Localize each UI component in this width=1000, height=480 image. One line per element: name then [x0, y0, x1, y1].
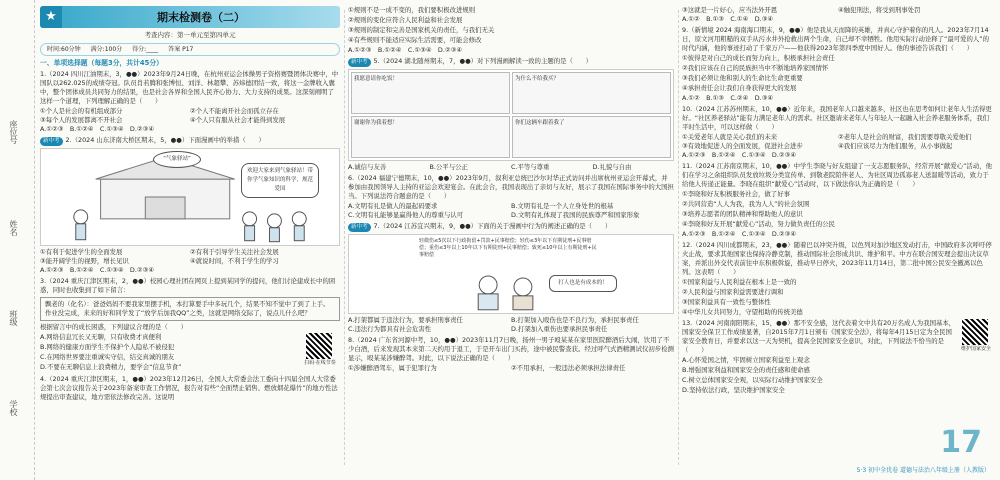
- option[interactable]: B.网络的健康方面学生不保护个人隐私不被侵犯: [40, 343, 175, 351]
- option[interactable]: D.礼貌与自由: [592, 163, 632, 171]
- question-stem: 11.（2024 江苏南京期末，10，●●）中学生李晓与好友组建了一支志愿服务队，经常开展“献爱心”活动，他们在学习之余组织队员发放垃圾分类宣传单、到敬老院陪伴老人、为社区周边孤寡老人送温暖等活动，致力于给他人传递正能量。李晓在组织“献爱心”活动时，以下做法你认为正确的是（ ）: [682, 162, 992, 188]
- option[interactable]: ①有利于促进学生的全面发展: [40, 248, 123, 256]
- weather-station-illustration: [40, 148, 340, 246]
- question-9: [682, 26, 994, 103]
- question-11: [682, 162, 994, 239]
- option[interactable]: ③能开阔学生的视野，增长见识: [40, 257, 129, 265]
- option[interactable]: C.平等与尊重: [511, 163, 550, 171]
- q13-body: [682, 319, 994, 356]
- question-4: [40, 375, 340, 402]
- option-list: [40, 107, 340, 125]
- option[interactable]: C.在网络世界要注重诚实守信，结交真诚的朋友: [40, 353, 175, 361]
- option[interactable]: ②规则的变化应符合人民利益和社会发展: [348, 16, 463, 24]
- speech-bubble: 欢迎大家来到气象驿站！带你学气象知识的科学，规范爱国: [241, 163, 319, 198]
- new-exam-tag: 新中考: [348, 58, 371, 67]
- question-stem: 9.（新情境 2024 海南海口期末，9，●●）他是我从天而降的英雄，并真心守护着你的凡人。2023年7月14日，原文河用粗糙的双手从污水井外抢救出两个生命，自己却不幸牺牲。他用实际行动诠释了“最可爱的人”的时代内涵，他的事迹打动了千家万户——他获得2023年第四季度中国好人。他的事迹告诉我们（ ）: [682, 26, 989, 52]
- qr-block: [958, 319, 994, 356]
- speech-bubble: 打人也是有成本的！: [549, 275, 617, 292]
- question-stem: 13.（2024 河南南阳期末，15，●●）那不安全感，这代表着文中共有20万名成人为我国基本，国家安全保卫工作成绩显著，自2015年7月1日颁布《国家安全法》，将每年4月15日定为全民国家安全教育日，并要求以这一天为契机，提高全民国家安全意识，对此，下列说法不恰当的是（ ）: [682, 319, 956, 354]
- option[interactable]: ③有效地促进人的全面发展，促进社会进步: [682, 142, 803, 150]
- answer-choices[interactable]: A.①②③ B.①②④ C.①③④ D.②③④: [682, 151, 797, 159]
- option[interactable]: ②个人不能离开社会而孤立存在: [190, 107, 279, 115]
- option[interactable]: ③每个人的发展都离不开社会: [40, 116, 123, 124]
- option[interactable]: D.坚持依法行政，坚决维护国家安全: [682, 386, 785, 394]
- option[interactable]: ②老年人是社会的财富，我们需要尊敬关爱他们: [838, 133, 972, 141]
- option[interactable]: B.打架加入殴伤也是不良行为，承担民事责任: [511, 316, 639, 324]
- question-stem: 5.（2024 湖北随州期末，7，●●）对下列漫画解读一致的主题的是（ ）: [373, 57, 593, 65]
- question-1: [40, 70, 340, 134]
- column-1: [40, 6, 340, 404]
- star-icon: ★: [40, 6, 62, 28]
- binding-label: 姓名: [9, 220, 18, 236]
- question-8-continued: [682, 6, 994, 24]
- footer-series: 5·3 初中全优卷 道德与法治八年级上册（人教版）: [856, 467, 990, 474]
- answer-choices[interactable]: A.①② B.①③ C.②④ D.③④: [682, 94, 774, 102]
- option[interactable]: ③国家利益具有一致性与整体性: [682, 298, 771, 306]
- comic-panel: 谢谢你为我着想！: [351, 116, 510, 158]
- comic-panel: 为什么不给我买？: [512, 72, 671, 114]
- answer-choices[interactable]: A.①②③ B.①②④ C.①③④ D.②③④: [682, 230, 797, 238]
- option[interactable]: A.打架都属于违法行为，要承担刑事责任: [348, 316, 463, 324]
- option[interactable]: ④有些规则不能适应实际生活需要，可能会修改: [348, 36, 482, 44]
- answer-choices[interactable]: A.①②③ B.①②④ C.①③④ D.②③④: [40, 125, 155, 133]
- option[interactable]: ④触犯刑法，将受到刑事处罚: [838, 6, 921, 14]
- option-list: [348, 364, 674, 373]
- option[interactable]: ①个人是社会的有机组成部分: [40, 107, 123, 115]
- q3-body: [40, 333, 340, 373]
- question-8: [348, 336, 674, 373]
- page-title: 期末检测卷（二）: [157, 10, 245, 24]
- option[interactable]: ③我们必须让他和别人的生命比生命更重要: [682, 74, 803, 82]
- option[interactable]: ①李晓和好友积极服务社会，做了好事: [682, 190, 790, 198]
- question-stem: 7.（2024 江苏宜兴期末，9，●●）下面的关于漫画中行为的阐述正确的是（ ）: [373, 222, 612, 230]
- option-list: [348, 316, 674, 334]
- option-list: [348, 202, 674, 220]
- question-4-options: [348, 6, 674, 55]
- question-stem: 1.（2024 四川江油期末，3，●●）2023年9月24日晚，在杭州亚运会体操男子资格赛暨团体决赛中，中国队以262.025的成绩夺冠。队员肖若腾和张博恒、刘洋、林超攀、苏炜德团结一致，将这一金牌收入囊中，整个团体成员共同努力的结果，也是社会各界和全国人民齐心协力、大力支持的成果。这深刻阐明了这样一个道理，下列理解正确的是（ ）: [40, 70, 339, 105]
- binding-label: 学校: [9, 400, 18, 416]
- page-number: 17: [940, 425, 982, 460]
- binding-label: 班级: [9, 310, 18, 326]
- answer-choices[interactable]: A.①②③ B.①②④ C.①③④ D.②③④: [40, 266, 155, 274]
- binding-margin: [0, 0, 35, 480]
- option[interactable]: ②我们应该在自己的民族担当中不断地培养家国情怀: [682, 64, 829, 72]
- option[interactable]: B.增强国家利益和国家安全的责任感和使命感: [682, 366, 810, 374]
- option[interactable]: ④就说时间，不利于学生的学习: [190, 257, 279, 265]
- binding-label: 座位号: [9, 120, 18, 144]
- question-stem: 8.（2024 广东省河源中考，10，●●）2023年11月7日晚，扬州一男子殴某某在家里医院醉酒后大闹，饮用了不少白酒，后来发现其本来第二天约用于退工，于是开车出门买药，途中被民警查获。经过呼气式酒精测试仪初步检测显示，殴某某涉嫌醉驾。对此，以下说法正确的是（ ）: [348, 336, 674, 362]
- option[interactable]: A.心怀爱国之情，牢固树立国家利益至上观念: [682, 356, 810, 364]
- comic-panel: 我愿意请你吃饭！: [351, 72, 510, 114]
- option[interactable]: ①关爱老年人就是关心我们的未来: [682, 133, 778, 141]
- option[interactable]: C.违法行为都具有社会危害性: [348, 325, 432, 333]
- message-box: 飘老的（化名）：爸爸妈妈不要我家里摆手机，本打算要手中多玩几个，结果不知不觉中了到了上手。作业没完成，来来的好和同学发了“放学后加我QQ”之类，这就是网络交际了，说点儿什么吧？: [40, 297, 340, 321]
- question-2: [40, 136, 340, 275]
- option-list: [682, 133, 994, 151]
- option[interactable]: ①国家利益与人民利益在根本上是一致的: [682, 278, 797, 286]
- answer-choices[interactable]: A.①②③ B.①②④ C.①③④ D.②③④: [348, 46, 463, 54]
- question-5: [348, 57, 674, 172]
- option[interactable]: ①规则不是一成不变的，我们要积极改进规则: [348, 6, 476, 14]
- section-title: 一、单项选择题（每题3分，共计45分）: [40, 59, 163, 67]
- question-stem: 3.（2024 重庆江津区期末，2，●●）校园心理社团在网页上提到某同学的提问，他们讨论建成长中的困惑，同时也收集到了如下留言：: [40, 277, 336, 294]
- option[interactable]: ②不用承担，一般违法必须承担法律责任: [511, 364, 626, 372]
- question-7: [348, 222, 674, 334]
- option-list: [348, 163, 674, 172]
- option[interactable]: ④个人只有服从社会才能得到发展: [190, 116, 286, 124]
- new-exam-tag: 新中考: [40, 137, 63, 146]
- question-3: [40, 277, 340, 373]
- column-3: [682, 6, 994, 397]
- option[interactable]: ③这就是一片好心，应当法外开恩: [682, 6, 778, 14]
- exam-meta: [40, 43, 340, 56]
- option[interactable]: ②人民利益与国家利益需要进行调和: [682, 288, 784, 296]
- option[interactable]: D.文明有礼体现了我国的民族尊严和国家形象: [511, 211, 640, 219]
- qr-code-icon[interactable]: [306, 333, 332, 359]
- option[interactable]: ④我们应该尽力为他们服务，从小事做起: [838, 142, 953, 150]
- option-list: [40, 248, 340, 266]
- option-list: [40, 333, 300, 373]
- comic-caption: 轻微伤≤5次以下行政拘留+罚款+民事赔偿；轻伤≤3年以下有期徒刑+民事赔偿；重伤≤3年以上10年以下有期徒刑+民事赔偿；致死≤10年以上有期徒刑+民事赔偿: [419, 238, 597, 258]
- fight-comic-illustration: [348, 234, 674, 314]
- option[interactable]: ②共同营造“人人为我，我为人人”的社会氛围: [682, 200, 810, 208]
- option[interactable]: ④承担责任会让我们自身获得更大的发展: [682, 84, 797, 92]
- option[interactable]: A.网络信息冗长又无聊，只有收费才真便利: [40, 333, 162, 341]
- exam-scope: 考查内容：第一单元至第四单元: [144, 31, 236, 39]
- option[interactable]: D.不要在无聊信息上浪费精力，要学会“信息节食”: [40, 363, 182, 371]
- option[interactable]: ④李晓和好友开展“献爱心”活动，努力做负责任的公民: [682, 220, 835, 228]
- option[interactable]: B.文明有礼是一个人立身处世的根基: [511, 202, 614, 210]
- option-list: [682, 6, 994, 15]
- answer-choices[interactable]: A.①② B.①③ C.①④ D.③④: [682, 15, 774, 23]
- qr-caption: 扫码·在线节奏: [304, 360, 336, 366]
- qr-block: [300, 333, 340, 373]
- option[interactable]: ①彼得是对自己的成长而努力向上，积极承担社会责任: [682, 54, 835, 62]
- comic-panels: [348, 69, 674, 161]
- option[interactable]: ④中华儿女共同努力，守望相助的传统美德: [682, 308, 803, 316]
- option[interactable]: B.公平与公正: [429, 163, 468, 171]
- option[interactable]: C.树立总体国家安全观，以实际行动维护国家安全: [682, 376, 823, 384]
- option[interactable]: ③规则的制定和完善是国家机关的责任，与我们无关: [348, 26, 495, 34]
- question-stem: 6.（2024 福建宁德期末，10，●●）2023年9月，叙利亚总统巴沙尔对华正式访问并出席杭州亚运会开幕式，并参加由我国领导人主持的亚运会欢迎宴会。在此会合，我国表现出了亲切与友好，展示了我国在国际事务中的大国担当。下列说法符合题意的是（ ）: [348, 174, 674, 200]
- question-stem: 10.（2024 江苏苏州期末，10，●●）近年来，我国老年人口越来越多，社区也在思考如何让老年人生活得更好。“社区养老驿站”能有力满足老年人的需求。社区邀请来老年人与年轻人一起融入社会养老服务体系，我们平时生活中，可以这样做（ ）: [682, 105, 992, 131]
- qr-code-icon[interactable]: [962, 319, 988, 345]
- question-stem: 4.（2024 重庆江津区期末，1，●●）2023年12月26日，全国人大常委会法工委向十四届全国人大常委会第七次会议报告关于2023年备案审查工作情况，报告对有些“全面禁止销售、燃放烟花爆竹”的地方性法规提出审查建议，地方需依法修改完善。这说明: [40, 375, 338, 401]
- option[interactable]: ①涉嫌醉酒驾车，属于犯罪行为: [348, 364, 437, 372]
- option[interactable]: D.打架加入重伤也要承担民事责任: [511, 325, 608, 333]
- get-label: 得分:____: [132, 46, 159, 53]
- option[interactable]: ②有利于引导学生关注社会发展: [190, 248, 279, 256]
- question-13: [682, 319, 994, 395]
- column-2: [348, 6, 674, 375]
- score-label: 满分:100分: [90, 46, 123, 53]
- option[interactable]: ③培养志愿者的团队精神和帮助他人的意识: [682, 210, 803, 218]
- option[interactable]: A.诚信与友善: [348, 163, 387, 171]
- column-divider: [344, 10, 345, 465]
- answer-label: 答案 P17: [168, 46, 194, 53]
- title-bar: [40, 6, 340, 28]
- question-10: [682, 105, 994, 160]
- qr-caption: 维护国家安全: [960, 346, 991, 352]
- option[interactable]: C.文明有礼能够显赢得他人的尊重与认可: [348, 211, 464, 219]
- speech-bubble: “气象驿站”: [153, 151, 201, 168]
- question-prompt: 根据留言中的成长困惑，下列建议合理的是（ ）: [40, 323, 187, 331]
- question-6: [348, 174, 674, 220]
- new-exam-tag: 新中考: [348, 223, 371, 232]
- question-12: [682, 241, 994, 317]
- column-divider: [678, 10, 679, 465]
- question-stem: 2.（2024 山东济南大桥区期末，5，●●）下面漫画中的举措（ ）: [65, 136, 265, 144]
- comic-panel: 你们这辆车跟着我了: [512, 116, 671, 158]
- option[interactable]: A.文明有礼是做人的最起码要求: [348, 202, 438, 210]
- question-stem: 12.（2024 四川成都期末，23，●●）随着巴以冲突升级，以色列对加沙地区发动打击，中国政府多次呼吁停火止战，要求其他国家也保持冷静克制，推动国际社会形成共识、维护和平。中方在联合国安理会提出决议草案，并派出外交代表前往中东积极斡旋，推动早日停火，2023年11月14日，第二批中国公民安全撤离以色列。这表明（ ）: [682, 241, 992, 276]
- time-label: 时间:60分钟: [47, 46, 81, 53]
